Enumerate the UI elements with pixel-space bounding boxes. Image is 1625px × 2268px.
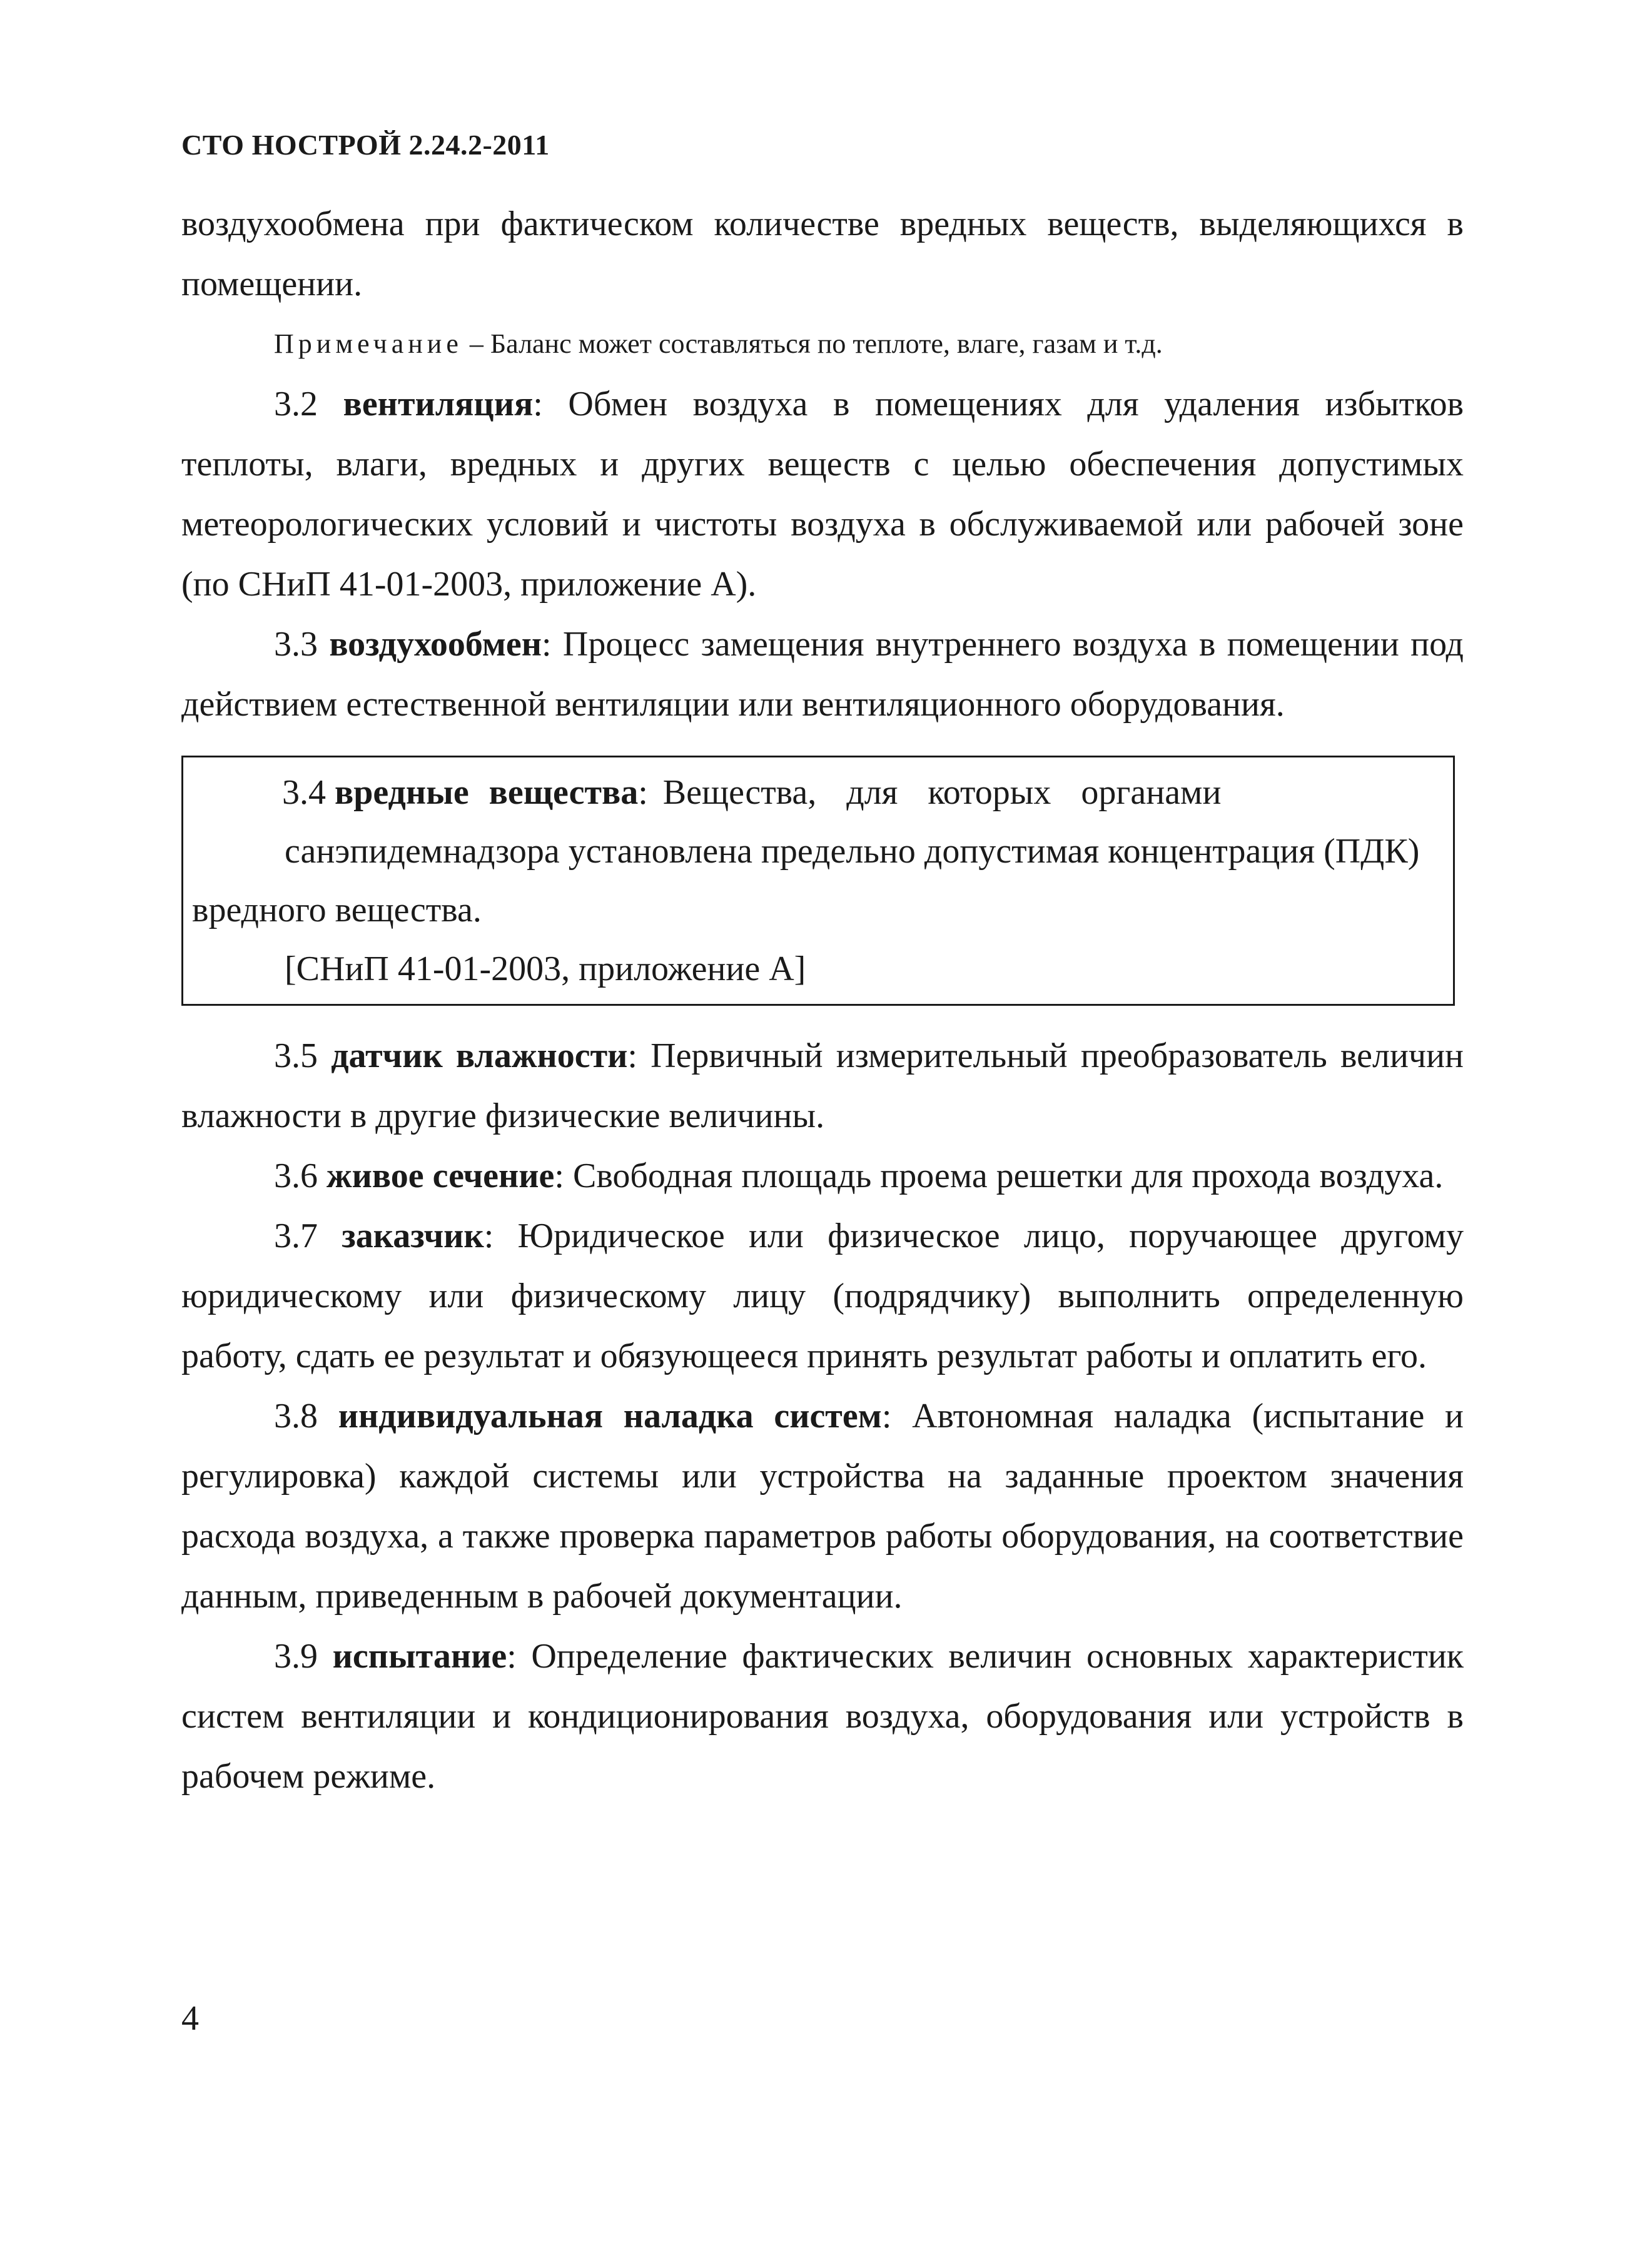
page-number: 4 (181, 1999, 199, 2038)
note-text: – Баланс может составляться по теплоте, влаге, газам и т.д. (462, 328, 1163, 359)
definition-term: датчик влажности (331, 1036, 628, 1075)
definition-number: 3.5 (274, 1036, 332, 1075)
definition-term: вредные вещества (335, 773, 639, 812)
definition-number: 3.7 (274, 1217, 342, 1255)
definition-3-3 (181, 614, 1464, 734)
boxed-line-3: вредного вещества. (192, 891, 482, 929)
document-header: СТО НОСТРОЙ 2.24.2-2011 (181, 129, 550, 161)
definition-3-2 (181, 374, 1464, 614)
definition-text: : Процесс замещения внутреннего воздуха в помещении под действием естественной вентиляции или вентиляционного оборудования. (181, 625, 1464, 724)
continued-paragraph: воздухообмена при фактическом количестве вредных веществ, выделяющихся в помещении. (181, 205, 1464, 303)
definition-3-7 (181, 1206, 1464, 1386)
definition-text: : Обмен воздуха в помещениях для удаления избытков теплоты, влаги, вредных и других веществ с целью обеспечения допустимых метеорологических условий и чистоты воздуха в обслуживаемой или рабочей зоне (по СНиП 41-01-2003, приложение А). (181, 385, 1464, 604)
note-paragraph (181, 314, 1464, 374)
definition-text: : Первичный измерительный преобразователь величин влажности в другие физические величины. (181, 1036, 1464, 1135)
definition-text: : Юридическое или физическое лицо, поручающее другому юридическому или физическому лицу (подрядчику) выполнить определенную работу, сдать ее результат и обязующееся принять результат работы и оплатить его. (181, 1217, 1464, 1375)
definition-term: воздухообмен (329, 625, 542, 664)
definition-term: индивидуальная наладка систем (338, 1397, 882, 1435)
definition-text: : Свободная площадь проема решетки для прохода воздуха. (554, 1157, 1444, 1195)
definition-number: 3.3 (274, 625, 330, 664)
definition-number: 3.2 (274, 385, 343, 423)
definition-number: 3.9 (274, 1637, 333, 1676)
definition-3-8 (181, 1386, 1464, 1626)
definition-3-9 (181, 1626, 1464, 1806)
definition-term: испытание (332, 1637, 507, 1676)
boxed-line-1 (282, 762, 1221, 823)
note-label: Примечание (274, 328, 463, 359)
definition-3-6 (181, 1146, 1464, 1206)
text-block-top (181, 194, 1464, 734)
text-block-bottom (181, 1026, 1464, 1806)
definition-term: живое сечение (327, 1157, 555, 1195)
definition-term: заказчик (342, 1217, 484, 1255)
definition-number: 3.6 (274, 1157, 327, 1195)
definition-term: вентиляция (343, 385, 534, 423)
boxed-line-2: санэпидемнадзора установлена предельно допустимая концентрация (ПДК) (285, 832, 1420, 871)
definition-text: : Определение фактических величин основных характеристик систем вентиляции и кондиционирования воздуха, оборудования или устройств в рабочем режиме. (181, 1637, 1464, 1796)
boxed-definition-3-4 (181, 756, 1455, 1006)
definition-number: 3.8 (274, 1397, 338, 1435)
definition-number: 3.4 (282, 773, 335, 812)
definition-3-5 (181, 1026, 1464, 1146)
definition-text: : Вещества, для которых органами (638, 773, 1222, 812)
definition-text: : Автономная наладка (испытание и регулировка) каждой системы или устройства на заданные проектом значения расхода воздуха, а также проверка параметров работы оборудования, на соответствие данным, приведенным в рабочей документации. (181, 1397, 1464, 1616)
boxed-source: [СНиП 41-01-2003, приложение А] (285, 949, 806, 988)
